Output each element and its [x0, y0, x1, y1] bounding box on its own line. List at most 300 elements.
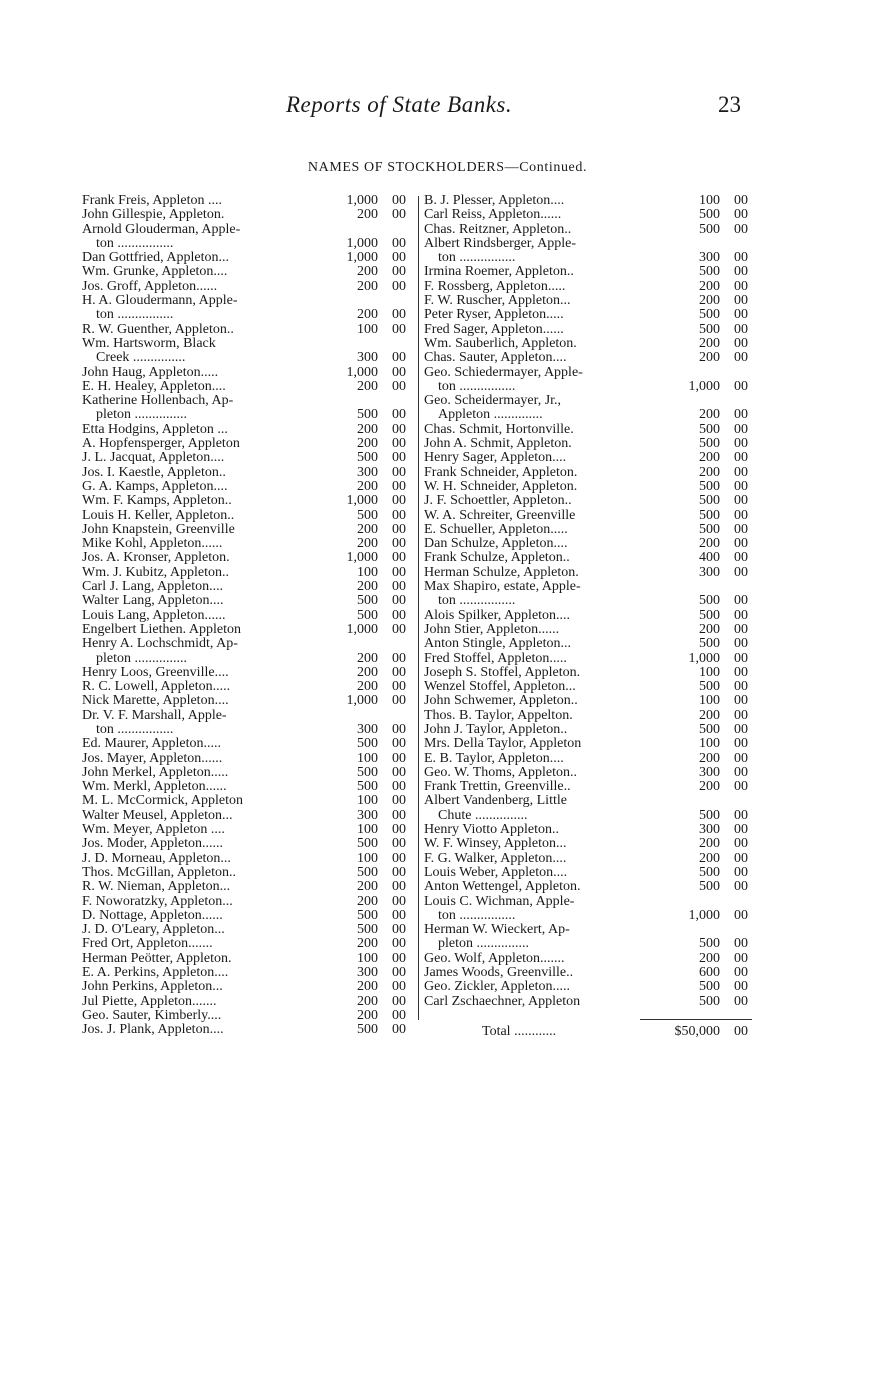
share-cents: 00	[392, 521, 406, 537]
share-amount: 500	[699, 264, 720, 280]
stockholder-entry	[424, 194, 756, 208]
name-line: Wm. J. Kubitz, Appleton..	[82, 564, 229, 580]
share-amount: 500	[699, 221, 720, 237]
name-line: G. A. Kamps, Appleton....	[82, 478, 228, 494]
share-amount: 100	[357, 793, 378, 809]
stockholder-entry	[424, 995, 756, 1009]
stockholder-name	[82, 909, 324, 923]
share-amount: 500	[357, 1022, 378, 1038]
stockholder-entry	[424, 794, 756, 823]
stockholder-entry	[82, 995, 414, 1009]
share-cents: 00	[392, 864, 406, 880]
name-line: Max Shapiro, estate, Apple-	[424, 579, 581, 595]
stockholder-name	[82, 680, 324, 694]
stockholder-entry	[82, 709, 414, 738]
share-amount: 200	[699, 293, 720, 309]
share-amount: 1,000	[346, 364, 378, 380]
stockholder-entry	[424, 737, 756, 751]
share-cents: 00	[734, 407, 748, 423]
share-cents: 00	[734, 693, 748, 709]
name-line: Wm. Grunke, Appleton....	[82, 264, 228, 280]
stockholder-entry	[424, 852, 756, 866]
share-cents: 00	[392, 421, 406, 437]
name-line: M. L. McCormick, Appleton	[82, 793, 243, 809]
stockholder-list-right	[424, 194, 756, 1009]
share-cents: 00	[734, 636, 748, 652]
name-line: Jos. Groff, Appleton......	[82, 278, 218, 294]
share-cents: 00	[734, 321, 748, 337]
name-line: Frank Schulze, Appleton..	[424, 550, 570, 566]
stockholder-name	[424, 537, 666, 551]
stockholder-name	[424, 623, 666, 637]
share-amount: 400	[699, 550, 720, 566]
name-line: J. L. Jacquat, Appleton....	[82, 450, 225, 466]
name-line: Wm. Hartsworm, Black	[82, 335, 216, 351]
name-line: Chas. Sauter, Appleton....	[424, 350, 567, 366]
share-amount: 1,000	[346, 250, 378, 266]
name-line: Jos. I. Kaestle, Appleton..	[82, 464, 226, 480]
name-line: John Knapstein, Greenville	[82, 521, 235, 537]
name-line: Alois Spilker, Appleton....	[424, 607, 571, 623]
stockholder-entry	[424, 566, 756, 580]
stockholder-name	[82, 737, 324, 751]
share-cents: 00	[734, 764, 748, 780]
share-cents: 00	[392, 593, 406, 609]
stockholder-name	[424, 580, 666, 609]
stockholder-name	[82, 451, 324, 465]
share-cents: 00	[734, 307, 748, 323]
stockholder-name	[82, 923, 324, 937]
name-line: F. G. Walker, Appleton....	[424, 850, 567, 866]
name-line: E. H. Healey, Appleton....	[82, 378, 226, 394]
name-line: F. Rossberg, Appleton.....	[424, 278, 566, 294]
name-line: ton ................	[96, 721, 174, 737]
name-line: E. A. Perkins, Appleton....	[82, 965, 229, 981]
name-line: ton ................	[438, 378, 516, 394]
share-cents: 00	[734, 421, 748, 437]
stockholder-name	[424, 208, 666, 222]
share-cents: 00	[392, 450, 406, 466]
stockholder-entry	[424, 694, 756, 708]
share-cents: 00	[734, 750, 748, 766]
stockholder-name	[82, 780, 324, 794]
stockholder-name	[424, 895, 666, 924]
stockholder-entry	[82, 952, 414, 966]
name-line: Dan Schulze, Appleton....	[424, 536, 568, 552]
share-cents: 00	[392, 1007, 406, 1023]
share-cents: 00	[392, 936, 406, 952]
stockholder-name	[82, 280, 324, 294]
stockholder-entry	[424, 752, 756, 766]
stockholder-name	[424, 980, 666, 994]
share-amount: 200	[699, 464, 720, 480]
stockholder-entry	[424, 723, 756, 737]
name-line: Chas. Reitzner, Appleton..	[424, 221, 572, 237]
share-cents: 00	[734, 378, 748, 394]
share-cents: 00	[392, 779, 406, 795]
stockholder-name	[424, 780, 666, 794]
total-label: Total ............	[482, 1024, 557, 1039]
name-line: E. B. Taylor, Appleton....	[424, 750, 564, 766]
share-cents: 00	[392, 650, 406, 666]
stockholder-name	[424, 723, 666, 737]
stockholder-entry	[82, 294, 414, 323]
share-amount: 500	[699, 478, 720, 494]
share-cents: 00	[734, 464, 748, 480]
name-line: Geo. Wolf, Appleton.......	[424, 950, 565, 966]
stockholder-name	[424, 509, 666, 523]
stockholder-entry	[424, 952, 756, 966]
stockholder-name	[82, 637, 324, 666]
stockholder-entry	[82, 594, 414, 608]
share-amount: 200	[357, 521, 378, 537]
stockholder-entry	[424, 666, 756, 680]
stockholder-entry	[424, 880, 756, 894]
stockholder-name	[82, 223, 324, 252]
share-cents: 00	[734, 864, 748, 880]
name-line: Louis Lang, Appleton......	[82, 607, 226, 623]
share-amount: 1,000	[346, 550, 378, 566]
stockholder-entry	[424, 423, 756, 437]
stockholder-entry	[424, 537, 756, 551]
stockholder-entry	[82, 637, 414, 666]
name-line: pleton ...............	[438, 936, 529, 952]
share-amount: 1,000	[346, 193, 378, 208]
share-amount: 300	[357, 464, 378, 480]
stockholder-name	[82, 937, 324, 951]
name-line: John Stier, Appleton......	[424, 621, 560, 637]
name-line: Mike Kohl, Appleton......	[82, 536, 223, 552]
share-amount: 1,000	[346, 493, 378, 509]
stockholder-name	[82, 866, 324, 880]
share-amount: 500	[699, 993, 720, 1009]
stockholder-name	[82, 952, 324, 966]
stockholder-name	[424, 194, 666, 208]
stockholder-name	[82, 494, 324, 508]
stockholder-name	[424, 852, 666, 866]
share-cents: 00	[734, 650, 748, 666]
share-amount: 200	[357, 421, 378, 437]
name-line: Frank Trettin, Greenville..	[424, 779, 571, 795]
share-cents: 00	[734, 450, 748, 466]
stockholder-entry	[424, 394, 756, 423]
name-line: Chas. Schmit, Hortonville.	[424, 421, 574, 437]
stockholder-entry	[424, 366, 756, 395]
name-line: Mrs. Della Taylor, Appleton	[424, 736, 582, 752]
share-cents: 00	[734, 264, 748, 280]
name-line: W. A. Schreiter, Greenville	[424, 507, 576, 523]
share-cents: 00	[734, 536, 748, 552]
stockholder-entry	[424, 523, 756, 537]
stockholder-name	[82, 594, 324, 608]
name-line: Jos. J. Plank, Appleton....	[82, 1022, 224, 1038]
share-amount: 100	[357, 822, 378, 838]
stockholder-name	[82, 694, 324, 708]
stockholder-entry	[82, 923, 414, 937]
share-amount: 200	[699, 621, 720, 637]
stockholder-entry	[82, 208, 414, 222]
stockholder-entry	[424, 237, 756, 266]
stockholder-entry	[424, 766, 756, 780]
stockholder-entry	[82, 480, 414, 494]
stockholder-name	[424, 294, 666, 308]
stockholder-entry	[82, 194, 414, 208]
share-cents: 00	[392, 764, 406, 780]
share-amount: 300	[699, 564, 720, 580]
stockholder-entry	[424, 451, 756, 465]
column-divider	[418, 196, 419, 1020]
name-line: E. Schueller, Appleton.....	[424, 521, 568, 537]
name-line: F. Noworatzky, Appleton...	[82, 893, 233, 909]
stockholder-name	[424, 351, 666, 365]
share-amount: 1,000	[688, 650, 720, 666]
share-amount: 500	[699, 521, 720, 537]
stockholder-entry	[82, 909, 414, 923]
stockholder-name	[82, 823, 324, 837]
stockholder-name	[82, 666, 324, 680]
share-cents: 00	[392, 879, 406, 895]
share-cents: 00	[734, 621, 748, 637]
stockholder-name	[424, 523, 666, 537]
share-amount: 500	[357, 736, 378, 752]
share-amount: 100	[699, 693, 720, 709]
stockholder-name	[424, 466, 666, 480]
stockholder-name	[82, 523, 324, 537]
stockholder-name	[82, 709, 324, 738]
share-amount: 500	[357, 907, 378, 923]
share-cents: 00	[392, 1022, 406, 1038]
name-line: Jul Piette, Appleton.......	[82, 993, 217, 1009]
name-line: Albert Rindsberger, Apple-	[424, 235, 576, 251]
stockholder-name	[424, 609, 666, 623]
name-line: Carl Reiss, Appleton......	[424, 207, 562, 223]
share-amount: 200	[357, 664, 378, 680]
name-line: Dr. V. F. Marshall, Apple-	[82, 707, 227, 723]
share-cents: 00	[392, 536, 406, 552]
share-cents: 00	[392, 922, 406, 938]
name-line: Thos. McGillan, Appleton..	[82, 864, 236, 880]
name-line: Wenzel Stoffel, Appleton...	[424, 679, 576, 695]
name-line: J. D. O'Leary, Appleton...	[82, 922, 225, 938]
stockholder-name	[82, 1009, 324, 1023]
share-amount: 100	[357, 321, 378, 337]
share-cents: 00	[734, 335, 748, 351]
total-rule	[640, 1019, 752, 1020]
stockholder-entry	[82, 223, 414, 252]
name-line: Henry A. Lochschmidt, Ap-	[82, 636, 238, 652]
total-cents: 00	[734, 1024, 748, 1039]
share-amount: 100	[699, 736, 720, 752]
stockholder-entry	[82, 737, 414, 751]
name-line: Irmina Roemer, Appleton..	[424, 264, 574, 280]
name-line: ton ................	[438, 593, 516, 609]
name-line: Louis C. Wichman, Apple-	[424, 893, 575, 909]
stockholder-entry	[82, 366, 414, 380]
share-cents: 00	[392, 621, 406, 637]
stockholder-name	[82, 794, 324, 808]
share-amount: 200	[357, 278, 378, 294]
share-cents: 00	[734, 707, 748, 723]
name-line: Chute ...............	[438, 807, 528, 823]
share-cents: 00	[392, 793, 406, 809]
name-line: Thos. B. Taylor, Appelton.	[424, 707, 573, 723]
name-line: Katherine Hollenbach, Ap-	[82, 393, 234, 409]
stockholder-name	[424, 794, 666, 823]
stockholder-name	[82, 880, 324, 894]
name-line: Henry Viotto Appleton..	[424, 822, 560, 838]
stockholder-entry	[82, 809, 414, 823]
stockholder-entry	[424, 466, 756, 480]
stockholder-entry	[424, 480, 756, 494]
share-amount: 200	[699, 350, 720, 366]
stockholder-entry	[82, 466, 414, 480]
share-amount: 200	[699, 779, 720, 795]
name-line: Geo. W. Thoms, Appleton..	[424, 764, 577, 780]
stockholder-name	[82, 580, 324, 594]
share-amount: 200	[699, 335, 720, 351]
share-cents: 00	[734, 478, 748, 494]
share-amount: 200	[357, 579, 378, 595]
stockholder-name	[82, 323, 324, 337]
share-cents: 00	[734, 807, 748, 823]
stockholder-entry	[82, 580, 414, 594]
name-line: ton ................	[438, 250, 516, 266]
name-line: Arnold Glouderman, Apple-	[82, 221, 241, 237]
stockholder-entry	[424, 437, 756, 451]
page-number: 23	[718, 92, 741, 117]
stockholder-name	[424, 680, 666, 694]
share-amount: 200	[357, 264, 378, 280]
share-amount: 1,000	[346, 693, 378, 709]
share-cents: 00	[392, 965, 406, 981]
share-cents: 00	[392, 250, 406, 266]
stockholder-name	[82, 623, 324, 637]
stockholder-entry	[82, 766, 414, 780]
share-cents: 00	[734, 293, 748, 309]
stockholder-entry	[424, 780, 756, 794]
stockholder-entry	[82, 323, 414, 337]
stockholder-entry	[82, 1023, 414, 1037]
share-amount: 200	[699, 707, 720, 723]
stockholder-entry	[82, 866, 414, 880]
stockholder-entry	[82, 537, 414, 551]
name-line: R. C. Lowell, Appleton.....	[82, 679, 231, 695]
name-line: Herman Schulze, Appleton.	[424, 564, 579, 580]
stockholder-entry	[82, 623, 414, 637]
share-cents: 00	[734, 836, 748, 852]
name-line: pleton ...............	[96, 650, 187, 666]
stockholder-name	[82, 366, 324, 380]
name-line: Jos. Mayer, Appleton......	[82, 750, 223, 766]
name-line: Frank Freis, Appleton ....	[82, 193, 222, 208]
share-cents: 00	[734, 493, 748, 509]
stockholder-name	[82, 837, 324, 851]
share-amount: 500	[699, 879, 720, 895]
stockholder-entry	[82, 437, 414, 451]
share-amount: 500	[699, 721, 720, 737]
stockholder-name	[424, 323, 666, 337]
stockholder-entry	[82, 752, 414, 766]
stockholder-entry	[424, 323, 756, 337]
stockholder-name	[424, 837, 666, 851]
stockholder-name	[424, 265, 666, 279]
share-amount: 200	[357, 979, 378, 995]
share-amount: 500	[699, 679, 720, 695]
stockholder-name	[424, 995, 666, 1009]
stockholder-entry	[424, 494, 756, 508]
share-cents: 00	[734, 907, 748, 923]
stockholder-entry	[424, 823, 756, 837]
stockholder-name	[82, 966, 324, 980]
share-amount: 200	[357, 650, 378, 666]
stockholder-entry	[82, 380, 414, 394]
stockholder-entry	[82, 451, 414, 465]
share-amount: 500	[357, 864, 378, 880]
stockholder-name	[82, 394, 324, 423]
share-cents: 00	[734, 850, 748, 866]
name-line: Albert Vandenberg, Little	[424, 793, 567, 809]
share-amount: 500	[699, 936, 720, 952]
stockholder-entry	[424, 609, 756, 623]
share-cents: 00	[392, 307, 406, 323]
share-cents: 00	[392, 507, 406, 523]
name-line: Geo. Scheidermayer, Jr.,	[424, 393, 562, 409]
share-amount: 100	[699, 193, 720, 208]
stockholder-entry	[82, 794, 414, 808]
name-line: Jos. Moder, Appleton......	[82, 836, 223, 852]
share-amount: 500	[357, 593, 378, 609]
share-amount: 1,000	[346, 621, 378, 637]
stockholder-name	[424, 566, 666, 580]
share-cents: 00	[392, 378, 406, 394]
share-amount: 500	[699, 321, 720, 337]
share-amount: 500	[699, 307, 720, 323]
stockholder-name	[424, 423, 666, 437]
share-amount: 300	[357, 350, 378, 366]
name-line: James Woods, Greenville..	[424, 965, 574, 981]
stockholder-name	[82, 437, 324, 451]
stockholder-name	[82, 509, 324, 523]
name-line: R. W. Guenther, Appleton..	[82, 321, 234, 337]
stockholder-entry	[424, 966, 756, 980]
stockholder-entry	[424, 337, 756, 351]
name-line: Herman Peötter, Appleton.	[82, 950, 232, 966]
share-cents: 00	[734, 936, 748, 952]
share-amount: 1,000	[688, 378, 720, 394]
share-cents: 00	[392, 550, 406, 566]
share-amount: 100	[357, 950, 378, 966]
share-cents: 00	[734, 965, 748, 981]
share-cents: 00	[734, 993, 748, 1009]
stockholder-name	[82, 380, 324, 394]
share-cents: 00	[392, 193, 406, 208]
name-line: John Haug, Appleton.....	[82, 364, 219, 380]
stockholder-entry	[424, 551, 756, 565]
share-cents: 00	[734, 779, 748, 795]
name-line: Geo. Sauter, Kimberly....	[82, 1007, 222, 1023]
stockholder-entry	[424, 709, 756, 723]
share-cents: 00	[392, 693, 406, 709]
name-line: Jos. A. Kronser, Appleton.	[82, 550, 230, 566]
share-amount: 200	[357, 893, 378, 909]
share-cents: 00	[734, 979, 748, 995]
share-amount: 500	[357, 507, 378, 523]
stockholder-entry	[424, 652, 756, 666]
name-line: John A. Schmit, Appleton.	[424, 436, 572, 452]
stockholder-entry	[82, 609, 414, 623]
share-cents: 00	[392, 235, 406, 251]
name-line: Anton Stingle, Appleton...	[424, 636, 571, 652]
